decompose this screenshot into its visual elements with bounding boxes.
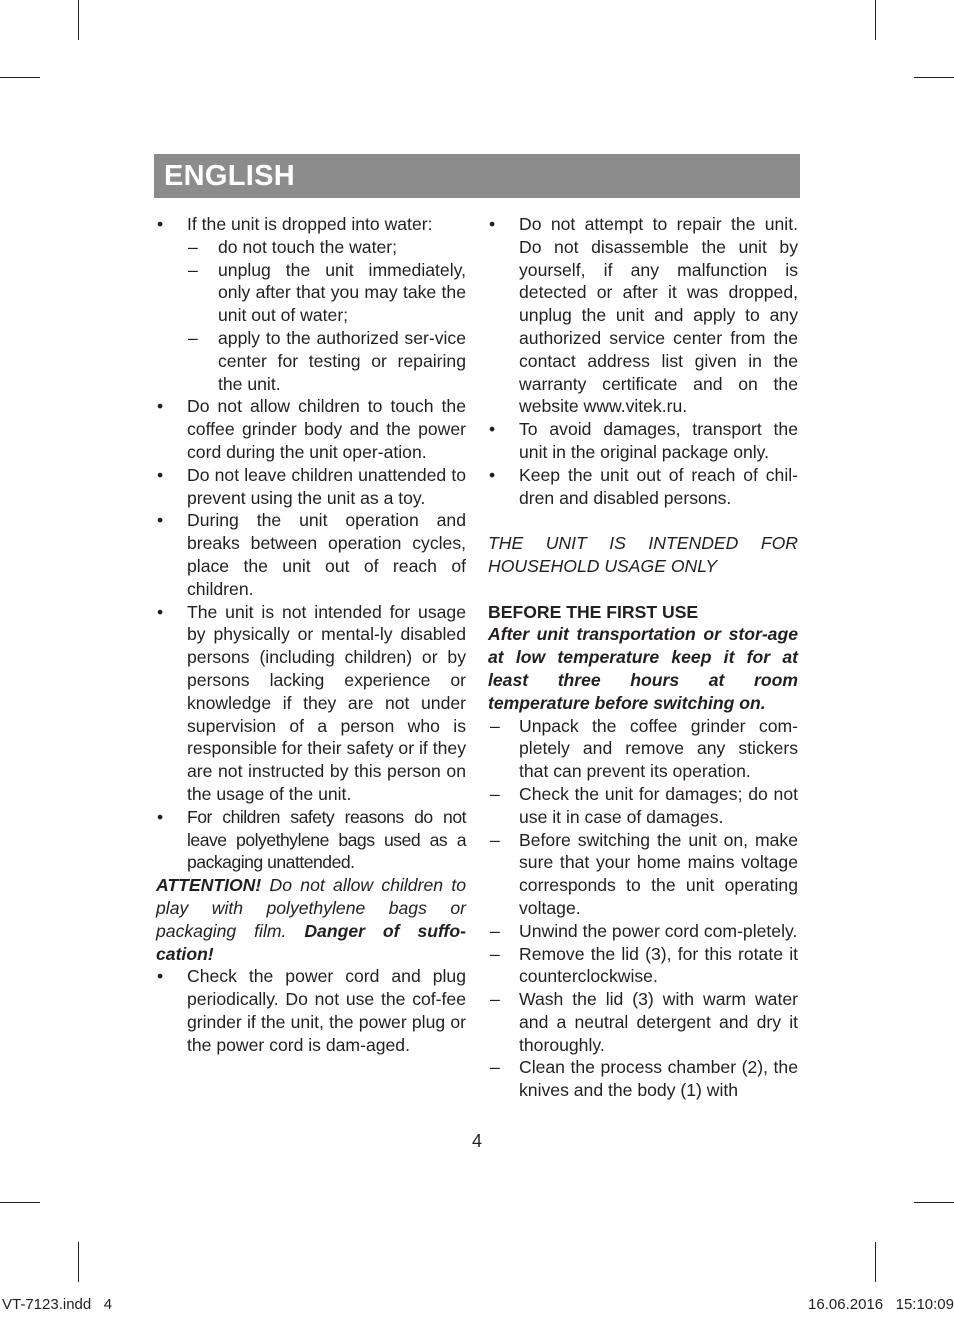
step-text: Wash the lid (3) with warm water and a neutral detergent and dry it thoroughly.	[519, 989, 798, 1055]
bullet-marker: •	[489, 419, 496, 440]
list-item	[156, 601, 466, 806]
bullet-marker: •	[157, 806, 164, 827]
item-text: Do not attempt to repair the unit. Do not disassemble the unit by yourself, if any malfunction is detected or after it was dropped, unplug the unit and apply to any authorized service center from the contact address list given in the warranty certificate and on the website www.vitek.ru.	[519, 214, 798, 417]
bullet-marker: •	[157, 601, 164, 622]
item-text: Keep the unit out of reach of chil-dren and disabled persons.	[519, 464, 798, 508]
section-note: After unit transportation or stor-age at low temperature keep it for at least three hours at room temperature before switching on.	[488, 624, 798, 713]
item-text: If the unit is dropped into water:	[187, 214, 433, 234]
list-item	[156, 464, 466, 510]
step-text: Remove the lid (3), for this rotate it counterclockwise.	[519, 943, 798, 987]
dash-marker: –	[490, 1057, 500, 1078]
bullet-marker: •	[489, 464, 496, 485]
sub-item-text: do not touch the water;	[218, 236, 397, 257]
crop-mark	[0, 77, 40, 78]
list-item	[156, 395, 466, 463]
section-title: BEFORE THE FIRST USE	[488, 601, 699, 622]
list-item	[488, 464, 798, 510]
sub-item	[156, 259, 466, 327]
left-column	[156, 213, 466, 1056]
step-text: Before switching the unit on, make sure that your home mains voltage corresponds to the unit operating voltage.	[519, 829, 798, 918]
item-text: Check the power cord and plug periodically. Do not use the cof-fee grinder if the unit, the power plug or the power cord is dam-aged.	[187, 966, 466, 1055]
step-item	[488, 988, 798, 1056]
item-text: During the unit operation and breaks between operation cycles, place the unit out of reach of children.	[187, 510, 466, 599]
bullet-marker: •	[489, 214, 496, 234]
dash-marker: –	[490, 943, 500, 964]
step-item	[488, 715, 798, 783]
item-text: Do not allow children to touch the coffee grinder body and the power cord during the unit oper-ation.	[187, 396, 466, 462]
crop-mark	[914, 77, 954, 78]
item-text: The unit is not intended for usage by physically or mental-ly disabled persons (including children) or by persons lacking experience or knowledge if they are not under supervision of a person who is responsible for their safety or if they are not instructed by this person on the usage of the unit.	[187, 601, 466, 804]
step-item	[488, 1056, 798, 1102]
list-item	[488, 213, 798, 418]
dash-marker: –	[490, 989, 500, 1010]
list-item	[156, 965, 466, 1056]
attention-paragraph	[156, 874, 466, 965]
right-column	[488, 213, 798, 1102]
list-item	[156, 213, 466, 236]
bullet-marker: •	[157, 966, 164, 987]
spacer	[488, 578, 798, 601]
bullet-marker: •	[157, 464, 164, 485]
bullet-marker: •	[157, 510, 164, 531]
list-item	[488, 418, 798, 464]
step-text: Unwind the power cord com-pletely.	[519, 920, 798, 941]
step-text: Clean the process chamber (2), the knives and the body (1) with	[519, 1057, 798, 1101]
attention-label: ATTENTION!	[156, 875, 262, 896]
crop-mark	[875, 0, 876, 40]
page-number: 4	[471, 1131, 482, 1151]
crop-mark	[78, 1242, 79, 1282]
item-text: For children safety reasons do not leave polyethylene bags used as a packaging unattended.	[187, 806, 466, 873]
crop-mark	[914, 1202, 954, 1203]
step-text: Unpack the coffee grinder com-pletely and remove any stickers that can prevent its operation.	[519, 715, 798, 782]
spacer	[488, 509, 798, 532]
dash-marker: –	[188, 327, 198, 348]
crop-mark	[875, 1242, 876, 1282]
step-text: Check the unit for damages; do not use it in case of damages.	[519, 783, 798, 827]
item-text: Do not leave children unattended to prevent using the unit as a toy.	[187, 464, 466, 508]
dash-marker: –	[490, 783, 500, 804]
bullet-marker: •	[157, 214, 164, 234]
step-item	[488, 783, 798, 829]
step-item	[488, 943, 798, 989]
dash-marker: –	[188, 236, 198, 257]
sub-item	[156, 236, 466, 259]
sub-item-text: apply to the authorized ser-vice center for testing or repairing the unit.	[218, 327, 466, 394]
dash-marker: –	[490, 715, 500, 736]
dash-marker: –	[490, 920, 500, 941]
household-notice: THE UNIT IS INTENDED FOR HOUSEHOLD USAGE ONLY	[488, 533, 798, 576]
footer-timestamp: 16.06.2016 15:10:09	[808, 1296, 954, 1313]
sub-item	[156, 327, 466, 395]
danger-warning: Danger of suffo-cation!	[156, 920, 466, 964]
list-item	[156, 509, 466, 600]
step-item	[488, 829, 798, 920]
language-banner	[154, 154, 800, 198]
step-item	[488, 920, 798, 943]
attention-text: Do not allow children to play with polyethylene bags or packaging film.	[156, 875, 466, 941]
bullet-marker: •	[157, 396, 164, 417]
page-title: ENGLISH	[164, 160, 295, 192]
list-item	[156, 806, 466, 874]
item-text: To avoid damages, transport the unit in the original package only.	[519, 419, 798, 462]
footer-filename: VT-7123.indd 4	[2, 1296, 113, 1313]
crop-mark	[0, 1202, 40, 1203]
dash-marker: –	[188, 259, 198, 280]
dash-marker: –	[490, 829, 500, 850]
sub-item-text: unplug the unit immediately, only after that you may take the unit out of water;	[218, 259, 466, 326]
crop-mark	[78, 0, 79, 40]
